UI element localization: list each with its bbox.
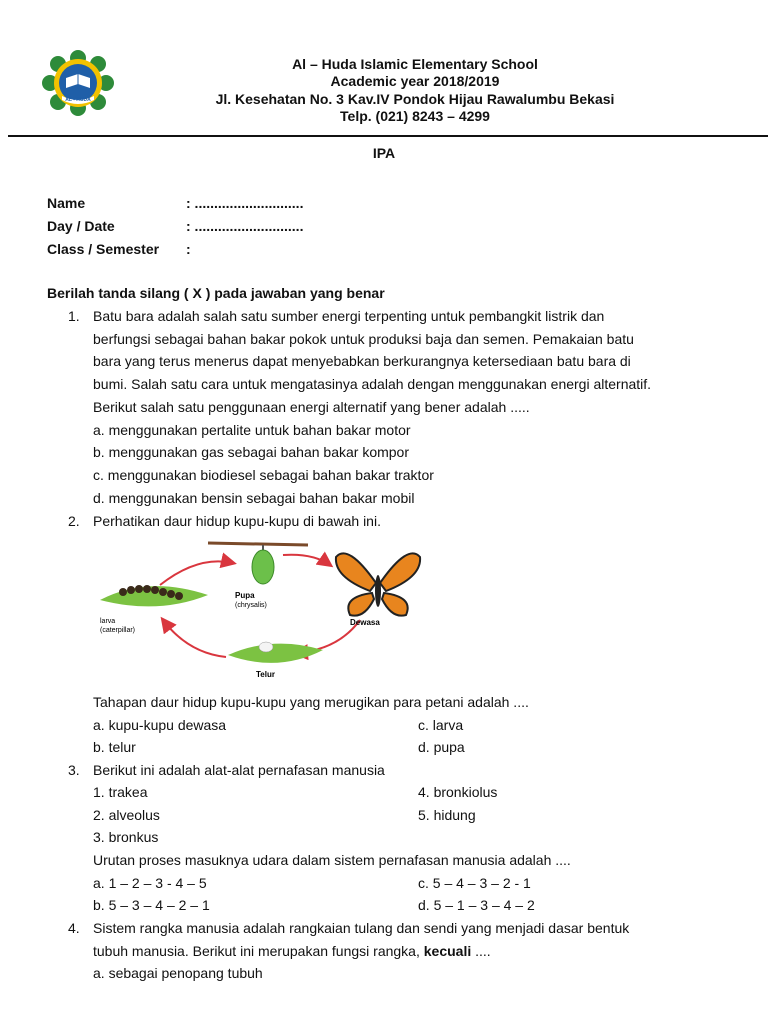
q4-exception-word: kecuali (423, 943, 472, 959)
q1-line: bumi. Salah satu cara untuk mengatasinya adalah dengan menggunakan energi alternatif. (93, 376, 652, 392)
q2-option-d[interactable]: d. pupa (418, 739, 465, 755)
class-label: Class / Semester (47, 241, 160, 257)
q3-text: Berikut ini adalah alat-alat pernafasan manusia (93, 762, 385, 778)
q3-item: 5. hidung (418, 807, 476, 823)
svg-text:AL - HUDA: AL - HUDA (65, 97, 91, 103)
instruction: Berilah tanda silang ( X ) pada jawaban yang benar (47, 285, 385, 301)
q3-option-c[interactable]: c. 5 – 4 – 3 – 2 - 1 (418, 875, 531, 891)
larva-label: larva (100, 618, 116, 625)
q2-text: Perhatikan daur hidup kupu-kupu di bawah ini. (93, 513, 381, 529)
q3-item: 3. bronkus (93, 829, 159, 845)
academic-year: Academic year 2018/2019 (330, 73, 500, 89)
date-label: Day / Date (47, 218, 115, 234)
q3-option-a[interactable]: a. 1 – 2 – 3 - 4 – 5 (93, 875, 207, 891)
chrysalis-label: (chrysalis) (235, 602, 267, 609)
q3-option-b[interactable]: b. 5 – 3 – 4 – 2 – 1 (93, 897, 210, 913)
q3-item: 1. trakea (93, 784, 148, 800)
q4-line2-post: .... (471, 943, 491, 959)
q3-number: 3. (68, 762, 80, 778)
q4-line1: Sistem rangka manusia adalah rangkaian tulang dan sendi yang menjadi dasar bentuk (93, 920, 630, 936)
q1-line: bara yang terus menerus dapat menyebabkan berkurangnya ketersediaan batu bara di (93, 353, 631, 369)
q4-line2 (93, 943, 491, 960)
q3-item: 4. bronkiolus (418, 784, 498, 800)
subject-title: IPA (372, 145, 396, 161)
header-divider (8, 135, 768, 137)
q1-line: Batu bara adalah salah satu sumber energi terpenting untuk pembangkit listrik dan (93, 308, 605, 324)
q1-number: 1. (68, 308, 80, 324)
q1-option-a[interactable]: a. menggunakan pertalite untuk bahan bakar motor (93, 422, 411, 438)
q3-question: Urutan proses masuknya udara dalam sistem pernafasan manusia adalah .... (93, 852, 571, 868)
q1-option-d[interactable]: d. menggunakan bensin sebagai bahan bakar mobil (93, 490, 415, 506)
q2-question: Tahapan daur hidup kupu-kupu yang merugikan para petani adalah .... (93, 694, 529, 710)
name-field[interactable]: : ............................ (186, 195, 304, 211)
q2-option-b[interactable]: b. telur (93, 739, 136, 755)
pupa-label: Pupa (235, 591, 255, 600)
q2-option-c[interactable]: c. larva (418, 717, 464, 733)
adult-label: Dewasa (350, 618, 380, 627)
q4-number: 4. (68, 920, 80, 936)
q3-item: 2. alveolus (93, 807, 160, 823)
q1-line: berfungsi sebagai bahan bakar pokok untuk produksi baja dan semen. Pemakaian batu (93, 331, 634, 347)
date-field[interactable]: : ............................ (186, 218, 304, 234)
school-name: Al – Huda Islamic Elementary School (292, 56, 538, 72)
q3-option-d[interactable]: d. 5 – 1 – 3 – 4 – 2 (418, 897, 535, 913)
egg-label: Telur (256, 670, 275, 679)
q1-option-c[interactable]: c. menggunakan biodiesel sebagai bahan bakar traktor (93, 467, 434, 483)
caterpillar-label: (caterpillar) (100, 627, 136, 634)
q4-line2-pre: tubuh manusia. Berikut ini merupakan fungsi rangka, (93, 943, 424, 959)
q2-number: 2. (68, 513, 80, 529)
name-label: Name (47, 195, 86, 211)
class-field[interactable]: : (186, 241, 191, 257)
q1-line: Berikut salah satu penggunaan energi alternatif yang bener adalah ..... (93, 399, 530, 415)
butterfly-icon (336, 553, 420, 615)
butterfly-lifecycle-diagram (98, 535, 428, 680)
q1-option-b[interactable]: b. menggunakan gas sebagai bahan bakar kompor (93, 444, 409, 460)
school-logo (36, 48, 120, 118)
q4-option-a[interactable]: a. sebagai penopang tubuh (93, 965, 263, 981)
school-address: Jl. Kesehatan No. 3 Kav.IV Pondok Hijau Rawalumbu Bekasi (215, 91, 615, 107)
school-phone: Telp. (021) 8243 – 4299 (340, 108, 490, 124)
q2-option-a[interactable]: a. kupu-kupu dewasa (93, 717, 227, 733)
